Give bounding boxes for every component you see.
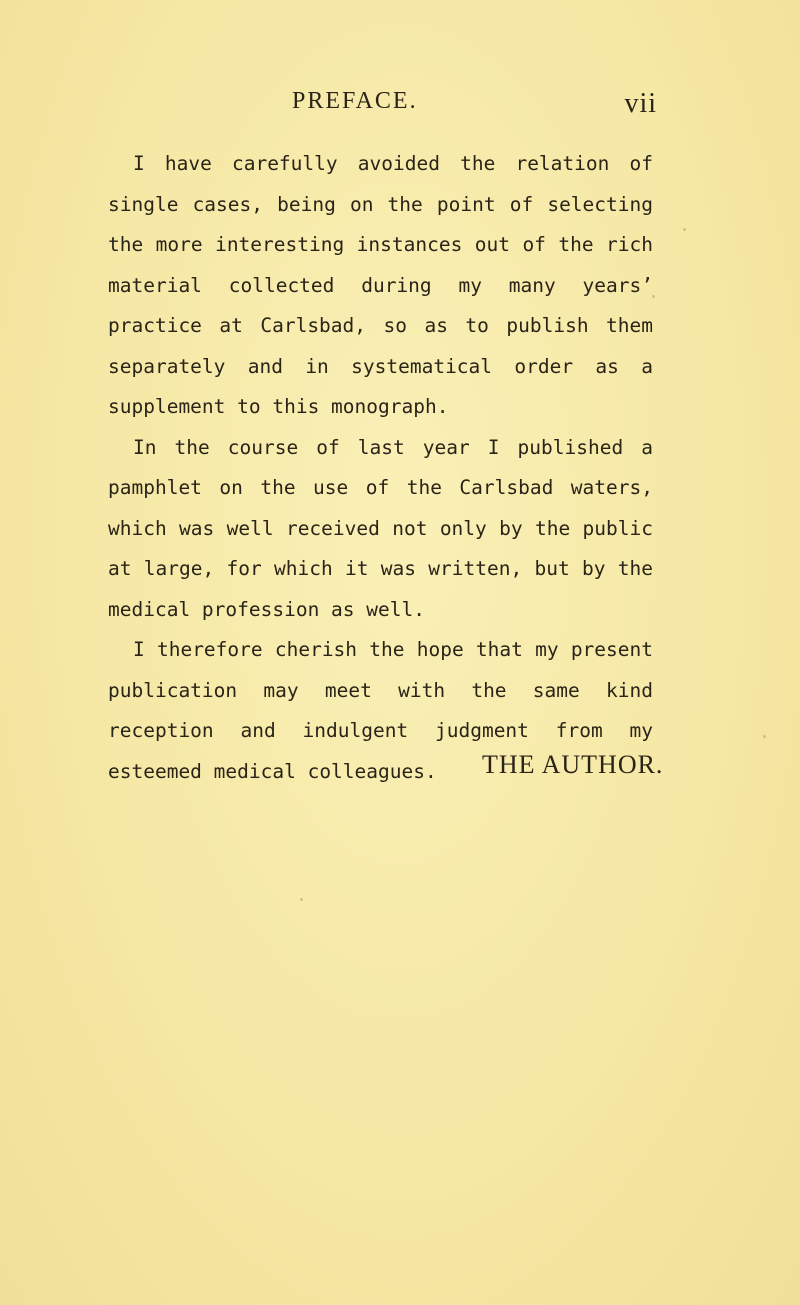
page-header (292, 88, 657, 128)
page-number: vii (624, 88, 657, 119)
paper-spot (652, 295, 655, 298)
author-signature: THE AUTHOR. (482, 750, 664, 779)
running-head: PREFACE. (292, 88, 418, 114)
preface-body (108, 144, 653, 792)
paper-spot (763, 735, 766, 738)
paper-spot (300, 898, 303, 901)
paragraph: In the course of last year I published a pamphlet on the use of the Carlsbad waters, which was well received not only by the public at large, for which it was written, but by the medical profession as well. (108, 435, 653, 621)
paragraph: I therefore cherish the hope that my present publication may meet with the same kind reception and indulgent judgment from my esteemed medical colleagues. (108, 638, 653, 783)
paragraph: I have carefully avoided the relation of single cases, being on the point of selecting the more interesting instances out of the rich material collected during my many years’ practice at Carlsbad, so as to publish them separately and in systematical order as a supplement to this monograph. (108, 152, 653, 418)
paper-spot (683, 228, 686, 231)
